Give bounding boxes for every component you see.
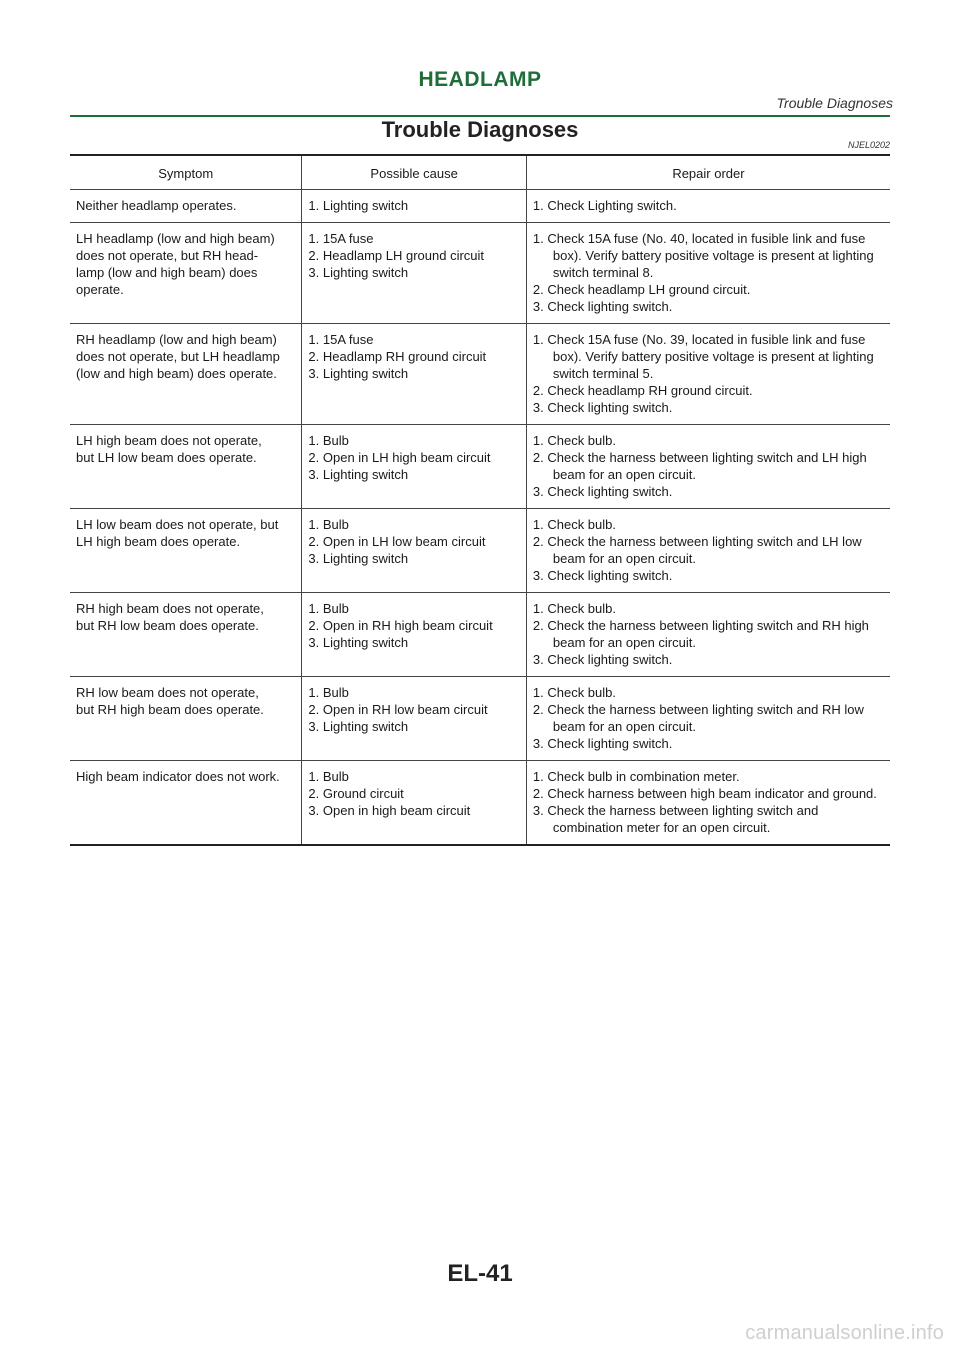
repair-step: 1. Check bulb. <box>532 517 616 532</box>
table-row <box>70 425 890 509</box>
table-row <box>70 761 890 846</box>
repair-cell <box>526 509 890 593</box>
cause-item: 2. Open in RH high beam circuit <box>308 618 493 633</box>
cause-item: 3. Lighting switch <box>308 551 409 566</box>
symptom-cell <box>70 677 302 761</box>
page-number: EL-41 <box>447 1260 513 1287</box>
repair-step: 2. Check headlamp RH ground circuit. <box>532 383 753 398</box>
cause-cell <box>302 190 526 223</box>
table-row <box>70 223 890 324</box>
cause-item: 2. Headlamp LH ground circuit <box>308 248 485 263</box>
symptom-cell <box>70 761 302 846</box>
table-row <box>70 593 890 677</box>
cause-cell <box>302 593 526 677</box>
cause-item: 2. Headlamp RH ground circuit <box>308 349 487 364</box>
repair-step: 1. Check bulb. <box>532 433 616 448</box>
symptom-line: does not operate, but RH head- <box>76 248 259 263</box>
symptom-line: LH high beam does operate. <box>76 534 241 549</box>
repair-cell <box>526 324 890 425</box>
cause-item: 1. 15A fuse <box>308 332 374 347</box>
repair-step: 1. Check Lighting switch. <box>532 198 677 213</box>
symptom-line: but RH low beam does operate. <box>76 618 259 633</box>
column-header-symptom: Symptom <box>158 166 214 181</box>
cause-item: 2. Ground circuit <box>308 786 404 801</box>
repair-step: 3. Check lighting switch. <box>532 736 673 751</box>
cause-item: 1. 15A fuse <box>308 231 374 246</box>
cause-item: 3. Lighting switch <box>308 265 409 280</box>
repair-step: 2. Check headlamp LH ground circuit. <box>532 282 751 297</box>
watermark: carmanualsonline.info <box>745 1322 944 1344</box>
repair-step: 1. Check 15A fuse (No. 40, located in fusible link and fuse box). Verify battery positive voltage is present at lighting switch terminal 8. <box>532 231 874 280</box>
symptom-cell <box>70 509 302 593</box>
cause-cell <box>302 761 526 846</box>
repair-step: 1. Check bulb. <box>532 685 616 700</box>
cause-cell <box>302 677 526 761</box>
symptom-cell <box>70 324 302 425</box>
cause-cell <box>302 509 526 593</box>
cause-item: 3. Lighting switch <box>308 366 409 381</box>
repair-cell <box>526 425 890 509</box>
table-row <box>70 509 890 593</box>
cause-item: 1. Bulb <box>308 433 349 448</box>
repair-cell <box>526 190 890 223</box>
cause-item: 2. Open in RH low beam circuit <box>308 702 488 717</box>
table-row <box>70 190 890 223</box>
repair-step: 1. Check bulb in combination meter. <box>532 769 740 784</box>
section-code: NJEL0202 <box>847 140 890 150</box>
symptom-line: but RH high beam does operate. <box>76 702 264 717</box>
cause-item: 1. Bulb <box>308 517 349 532</box>
cause-item: 1. Bulb <box>308 685 349 700</box>
repair-step: 2. Check the harness between lighting switch and RH high beam for an open circuit. <box>532 618 869 650</box>
cause-item: 1. Bulb <box>308 601 349 616</box>
cause-item: 2. Open in LH low beam circuit <box>308 534 486 549</box>
symptom-line: operate. <box>76 282 124 297</box>
cause-item: 3. Lighting switch <box>308 719 409 734</box>
repair-step: 2. Check harness between high beam indicator and ground. <box>532 786 877 801</box>
cause-item: 3. Lighting switch <box>308 635 409 650</box>
cause-item: 3. Lighting switch <box>308 467 409 482</box>
repair-step: 3. Check lighting switch. <box>532 652 673 667</box>
repair-step: 3. Check lighting switch. <box>532 299 673 314</box>
column-header-repair-order: Repair order <box>526 155 890 190</box>
cause-item: 3. Open in high beam circuit <box>308 803 471 818</box>
repair-cell <box>526 761 890 846</box>
repair-cell <box>526 593 890 677</box>
cause-item: 2. Open in LH high beam circuit <box>308 450 491 465</box>
table-row <box>70 324 890 425</box>
repair-cell <box>526 223 890 324</box>
page-header-title: HEADLAMP <box>418 68 542 91</box>
table-body <box>70 190 890 846</box>
symptom-line: RH low beam does not operate, <box>76 685 259 700</box>
repair-step: 2. Check the harness between lighting switch and RH low beam for an open circuit. <box>532 702 864 734</box>
cause-item: 1. Bulb <box>308 769 349 784</box>
repair-step: 3. Check lighting switch. <box>532 400 673 415</box>
cause-cell <box>302 425 526 509</box>
symptom-line: lamp (low and high beam) does <box>76 265 258 280</box>
symptom-line: RH headlamp (low and high beam) <box>76 332 277 347</box>
repair-step: 1. Check bulb. <box>532 601 616 616</box>
column-header-possible-cause: Possible cause <box>302 155 526 190</box>
symptom-cell <box>70 190 302 223</box>
symptom-line: LH high beam does not operate, <box>76 433 262 448</box>
symptom-cell <box>70 223 302 324</box>
repair-step: 3. Check lighting switch. <box>532 484 673 499</box>
table-header-row <box>70 155 890 190</box>
symptom-line: but LH low beam does operate. <box>76 450 257 465</box>
cause-cell <box>302 324 526 425</box>
repair-cell <box>526 677 890 761</box>
symptom-line: LH headlamp (low and high beam) <box>76 231 275 246</box>
repair-step: 3. Check lighting switch. <box>532 568 673 583</box>
symptom-line: RH high beam does not operate, <box>76 601 264 616</box>
section-title: Trouble Diagnoses <box>381 117 579 142</box>
repair-step: 2. Check the harness between lighting switch and LH low beam for an open circuit. <box>532 534 862 566</box>
repair-step: 3. Check the harness between lighting switch and combination meter for an open circuit. <box>532 803 819 835</box>
page-header-subtitle: Trouble Diagnoses <box>776 95 893 111</box>
symptom-cell <box>70 425 302 509</box>
symptom-line: LH low beam does not operate, but <box>76 517 279 532</box>
repair-step: 2. Check the harness between lighting switch and LH high beam for an open circuit. <box>532 450 867 482</box>
repair-step: 1. Check 15A fuse (No. 39, located in fusible link and fuse box). Verify battery positive voltage is present at lighting switch terminal 5. <box>532 332 874 381</box>
symptom-line: High beam indicator does not work. <box>76 769 280 784</box>
trouble-diagnoses-table <box>70 154 890 846</box>
table-row <box>70 677 890 761</box>
symptom-cell <box>70 593 302 677</box>
symptom-line: does not operate, but LH headlamp <box>76 349 280 364</box>
cause-cell <box>302 223 526 324</box>
cause-item: 1. Lighting switch <box>308 198 409 213</box>
symptom-line: (low and high beam) does operate. <box>76 366 277 381</box>
symptom-line: Neither headlamp operates. <box>76 198 237 213</box>
